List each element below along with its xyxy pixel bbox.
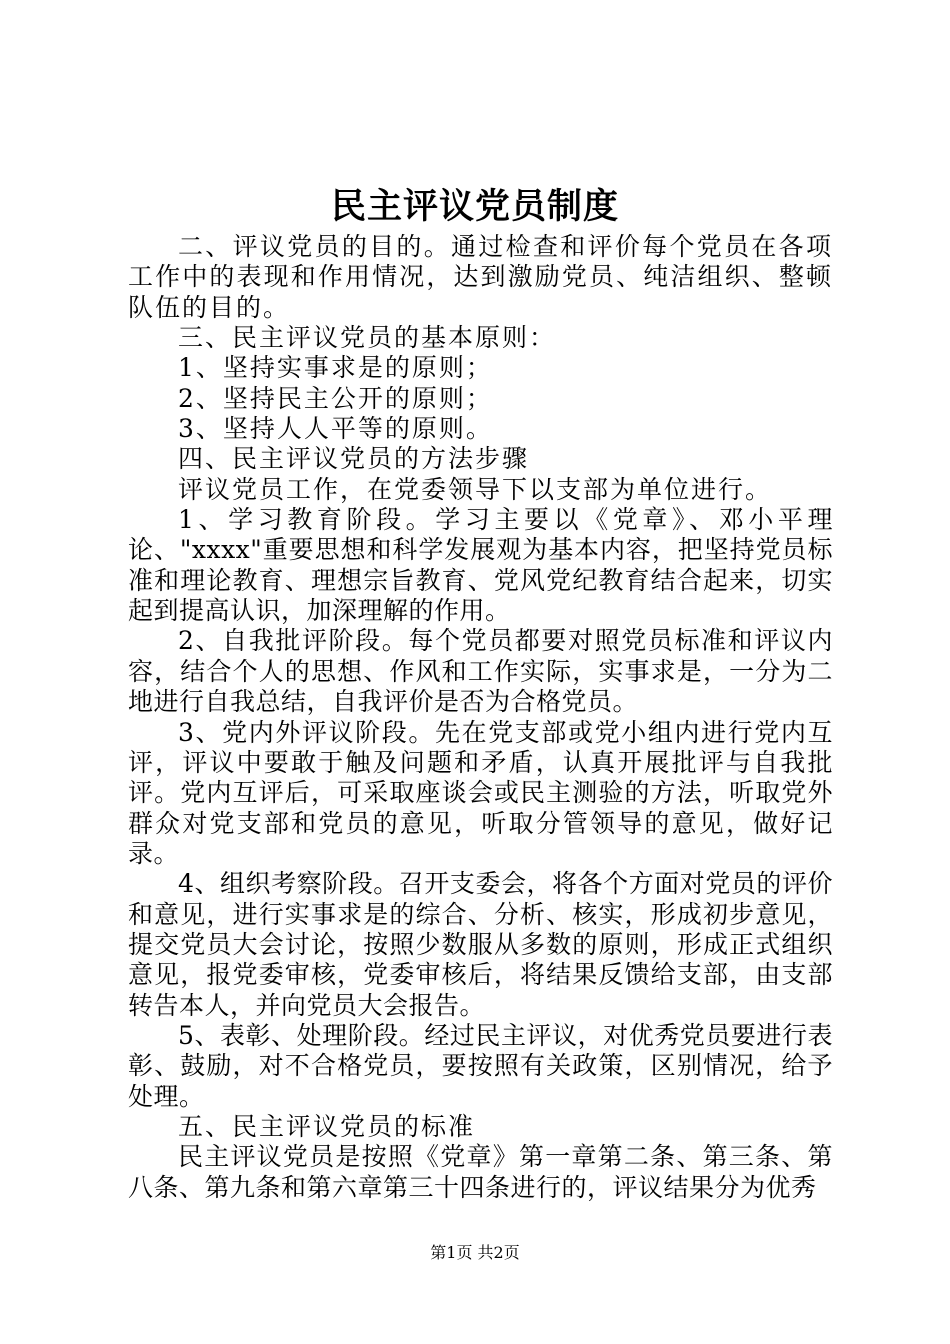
paragraph-methods-heading: 四、民主评议党员的方法步骤 bbox=[178, 444, 530, 474]
paragraph-principle-3: 3、坚持人人平等的原则。 bbox=[178, 414, 493, 444]
paragraph-standards-heading: 五、民主评议党员的标准 bbox=[178, 1111, 476, 1141]
paragraph-standards-text: 民主评议党员是按照《党章》第一章第二条、第三条、第八条、第九条和第六章第三十四条进行的，评议结果分为优秀 bbox=[128, 1142, 833, 1202]
document-body bbox=[128, 232, 833, 1203]
paragraph-step-5: 5、表彰、处理阶段。经过民主评议，对优秀党员要进行表彰、鼓励，对不合格党员，要按照有关政策，区别情况，给予处理。 bbox=[128, 1020, 833, 1111]
paragraph-principle-1: 1、坚持实事求是的原则； bbox=[178, 353, 493, 383]
paragraph-step-2: 2、自我批评阶段。每个党员都要对照党员标准和评议内容，结合个人的思想、作风和工作实际，实事求是，一分为二地进行自我总结，自我评价是否为合格党员。 bbox=[128, 626, 833, 717]
paragraph-step-1: 1、学习教育阶段。学习主要以《党章》、邓小平理论、"xxxx"重要思想和科学发展观为基本内容，把坚持党员标准和理论教育、理想宗旨教育、党风党纪教育结合起来，切实起到提高认识，加深理解的作用。 bbox=[128, 505, 833, 626]
paragraph-step-3: 3、党内外评议阶段。先在党支部或党小组内进行党内互评，评议中要敢于触及问题和矛盾，认真开展批评与自我批评。党内互评后，可采取座谈会或民主测验的方法，听取党外群众对党支部和党员的意见，听取分管领导的意见，做好记录。 bbox=[128, 717, 833, 868]
paragraph-principle-2: 2、坚持民主公开的原则； bbox=[178, 383, 493, 413]
paragraph-principles-heading: 三、民主评议党员的基本原则： bbox=[178, 323, 557, 353]
document-title: 民主评议党员制度 bbox=[330, 186, 619, 227]
paragraph-purpose: 二、评议党员的目的。通过检查和评价每个党员在各项工作中的表现和作用情况，达到激励党员、纯洁组织、整顿队伍的目的。 bbox=[128, 232, 833, 322]
paragraph-methods-intro: 评议党员工作，在党委领导下以支部为单位进行。 bbox=[178, 474, 773, 504]
paragraph-step-4: 4、组织考察阶段。召开支委会，将各个方面对党员的评价和意见，进行实事求是的综合、分析、核实，形成初步意见，提交党员大会讨论，按照少数服从多数的原则，形成正式组织意见，报党委审核，党委审核后，将结果反馈给支部，由支部转告本人，并向党员大会报告。 bbox=[128, 869, 833, 1020]
page-footer: 第1页 共2页 bbox=[430, 1243, 520, 1262]
